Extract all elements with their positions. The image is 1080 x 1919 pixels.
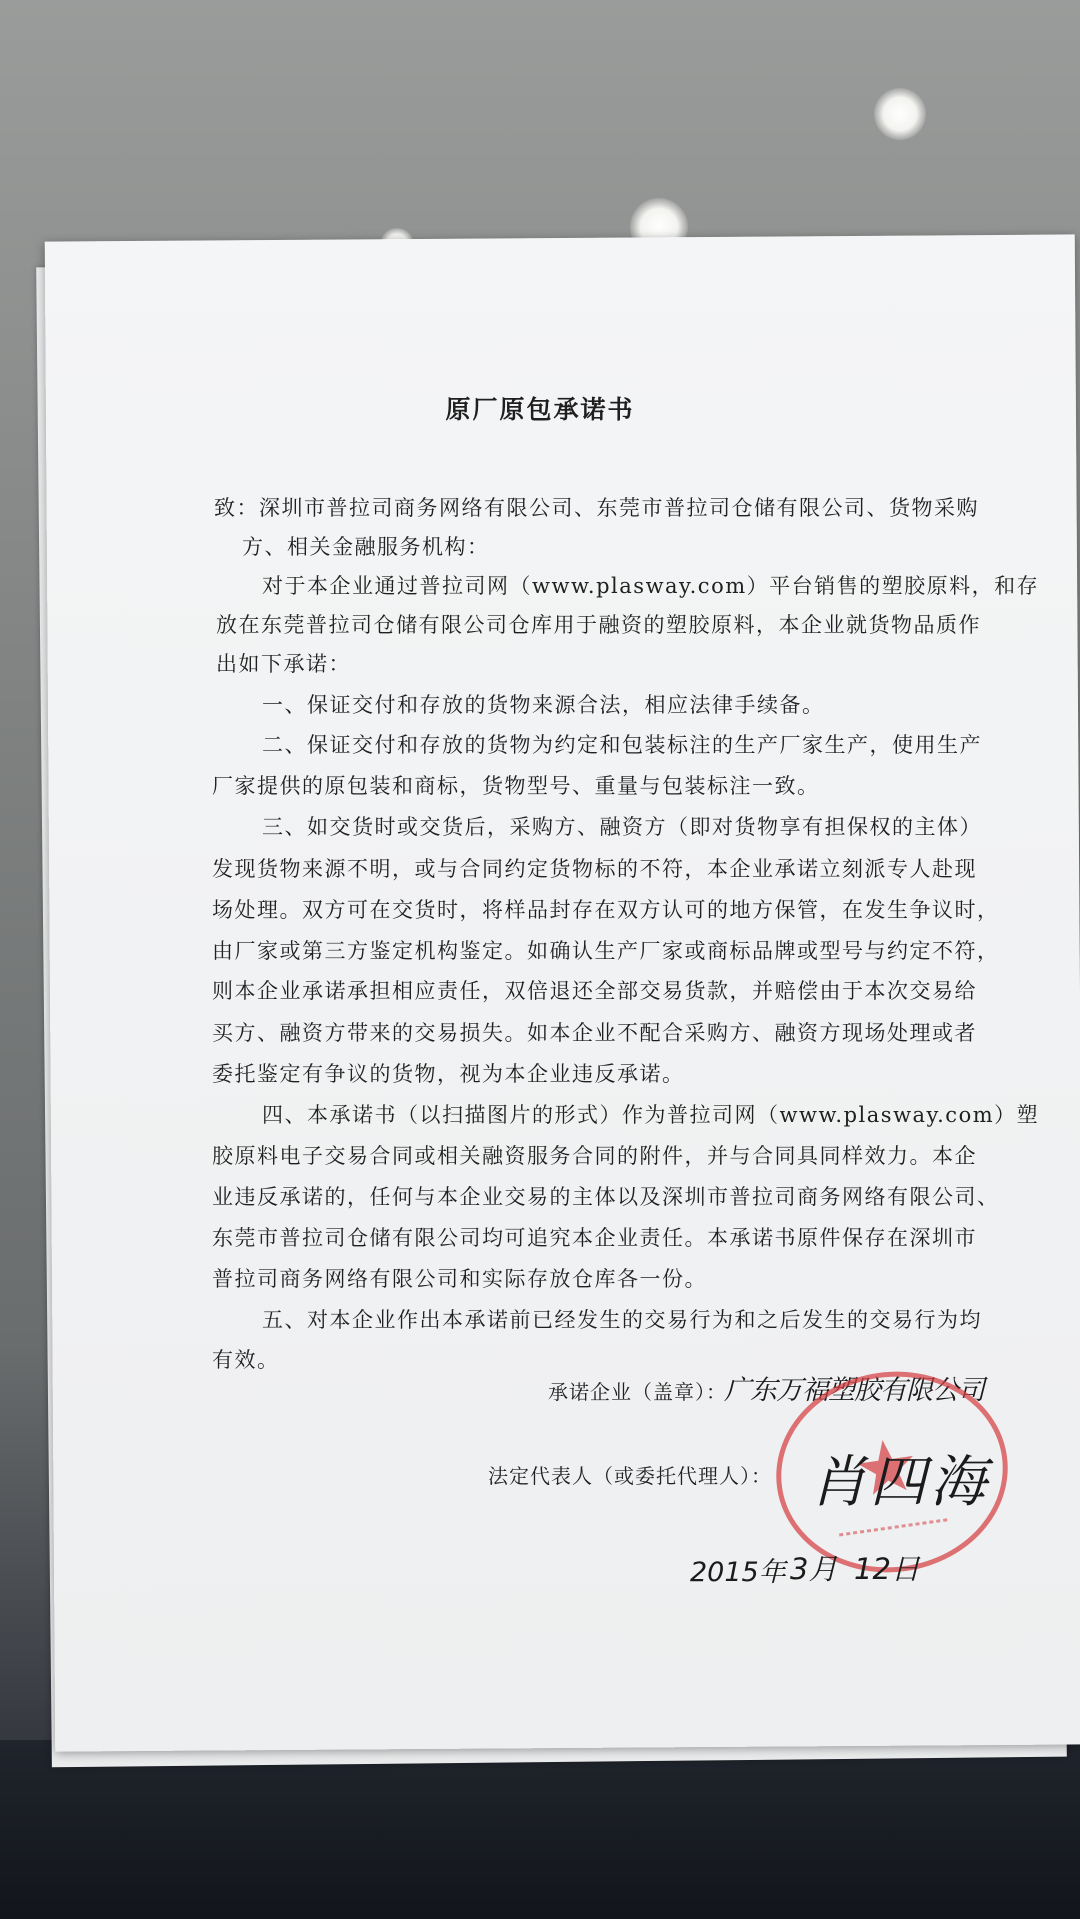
document-line: 业违反承诺的，任何与本企业交易的主体以及深圳市普拉司商务网络有限公司、 bbox=[212, 1185, 1000, 1210]
document-line: 胶原料电子交易合同或相关融资服务合同的附件，并与合同具同样效力。本企 bbox=[212, 1143, 977, 1168]
legal-rep-signature: 肖四海 bbox=[810, 1450, 990, 1515]
date-year: 2015年 bbox=[690, 1557, 786, 1588]
date-month: 3月 bbox=[790, 1552, 838, 1586]
date-day: 12日 bbox=[854, 1552, 920, 1586]
document-line: 方、相关金融服务机构： bbox=[242, 534, 490, 559]
document-line: 普拉司商务网络有限公司和实际存放仓库各一份。 bbox=[212, 1267, 707, 1292]
document-line: 二、保证交付和存放的货物为约定和包装标注的生产厂家生产，使用生产 bbox=[262, 733, 982, 758]
company-seal-label: 承诺企业（盖章）： bbox=[548, 1380, 727, 1404]
document-line: 放在东莞普拉司仓储有限公司仓库用于融资的塑胶原料，本企业就货物品质作 bbox=[216, 613, 981, 638]
document-line: 出如下承诺： bbox=[216, 652, 351, 677]
floor-shadow bbox=[0, 1740, 1080, 1919]
company-handwritten-name: 广东万福塑胶有限公司 bbox=[724, 1375, 984, 1406]
document-title: 原厂原包承诺书 bbox=[445, 395, 635, 424]
document-line: 场处理。双方可在交货时，将样品封存在双方认可的地方保管，在发生争议时， bbox=[212, 898, 1000, 923]
document-line: 一、保证交付和存放的货物来源合法，相应法律手续备。 bbox=[262, 692, 825, 717]
document-line: 对于本企业通过普拉司网（www.plasway.com）平台销售的塑胶原料，和存 bbox=[262, 573, 1040, 598]
document-line: 买方、融资方带来的交易损失。如本企业不配合采购方、融资方现场处理或者 bbox=[212, 1020, 977, 1045]
document-line: 委托鉴定有争议的货物，视为本企业违反承诺。 bbox=[212, 1061, 685, 1086]
document-line: 四、本承诺书（以扫描图片的形式）作为普拉司网（www.plasway.com）塑 bbox=[262, 1103, 1040, 1128]
document-line: 三、如交货时或交货后，采购方、融资方（即对货物享有担保权的主体） bbox=[262, 815, 982, 840]
document-line: 东莞市普拉司仓储有限公司均可追究本企业责任。本承诺书原件保存在深圳市 bbox=[212, 1225, 977, 1250]
ceiling-light bbox=[874, 88, 926, 140]
document-line: 发现货物来源不明，或与合同约定货物标的不符，本企业承诺立刻派专人赴现 bbox=[212, 856, 977, 881]
document-line: 由厂家或第三方鉴定机构鉴定。如确认生产厂家或商标品牌或型号与约定不符， bbox=[212, 938, 1000, 963]
document-line: 有效。 bbox=[212, 1348, 280, 1373]
document-line: 则本企业承诺承担相应责任，双倍退还全部交易货款，并赔偿由于本次交易给 bbox=[212, 979, 977, 1004]
document-line: 五、对本企业作出本承诺前已经发生的交易行为和之后发生的交易行为均 bbox=[262, 1307, 982, 1332]
document-line: 致：深圳市普拉司商务网络有限公司、东莞市普拉司仓储有限公司、货物采购 bbox=[214, 496, 979, 520]
legal-rep-label: 法定代表人（或委托代理人）： bbox=[488, 1464, 772, 1488]
document-line: 厂家提供的原包装和商标，货物型号、重量与包装标注一致。 bbox=[212, 773, 820, 798]
